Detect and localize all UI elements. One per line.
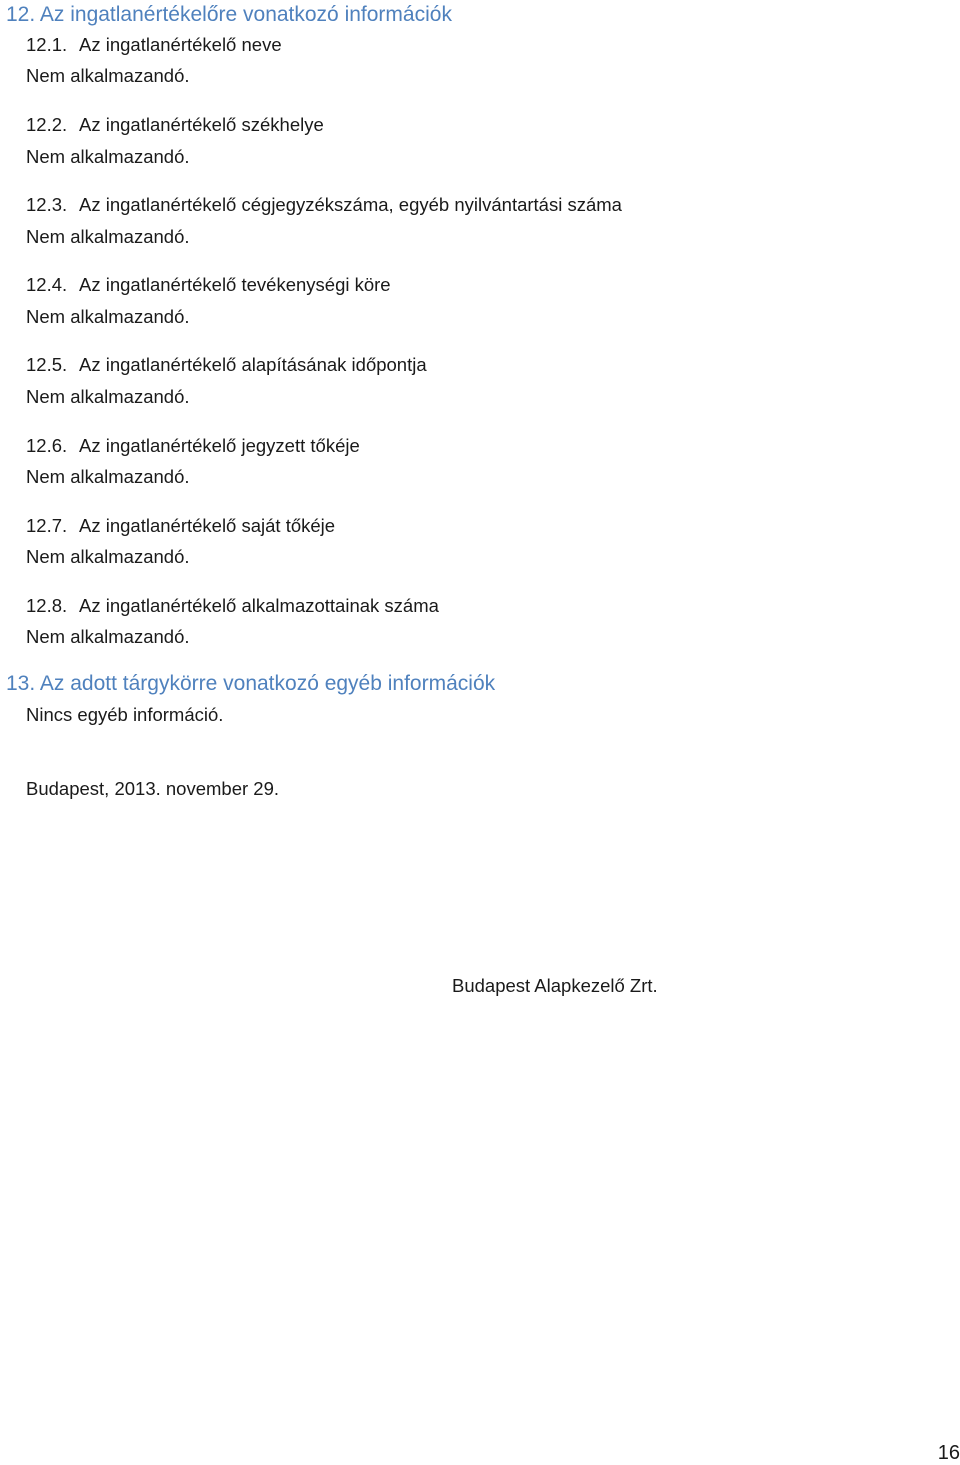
subsection-value: Nem alkalmazandó. [26,306,190,327]
subsection-title: Az ingatlanértékelő székhelye [79,114,324,135]
section-13-text: Nincs egyéb információ. [26,704,224,725]
place-and-date: Budapest, 2013. november 29. [26,778,280,799]
subsection-value: Nem alkalmazandó. [26,546,190,567]
subsection-number: 12.8. [26,595,68,616]
subsection-title: Az ingatlanértékelő cégjegyzékszáma, egyéb nyilvántartási száma [79,194,622,215]
subsection-heading [26,113,324,137]
subsection-heading [26,273,391,297]
section-12-heading [6,2,452,28]
subsection-value: Nem alkalmazandó. [26,386,190,407]
subsection-heading [26,33,282,57]
page-number: 16 [937,1442,960,1464]
subsection-heading [26,434,360,458]
subsection-heading [26,594,439,618]
subsection-title: Az ingatlanértékelő jegyzett tőkéje [79,435,360,456]
subsection-number: 12.3. [26,194,68,215]
subsection-heading [26,514,335,538]
subsection-number: 12.5. [26,354,68,375]
subsection-number: 12.4. [26,274,68,295]
subsection-value: Nem alkalmazandó. [26,146,190,167]
subsection-number: 12.1. [26,34,68,55]
subsection-title: Az ingatlanértékelő alapításának időpontja [79,354,427,375]
subsection-title: Az ingatlanértékelő alkalmazottainak száma [79,595,439,616]
section-13-heading [6,671,495,697]
subsection-title: Az ingatlanértékelő saját tőkéje [79,515,336,536]
subsection-title: Az ingatlanértékelő tevékenységi köre [79,274,391,295]
subsection-value: Nem alkalmazandó. [26,626,190,647]
section-12-number: 12. [6,3,36,26]
subsection-number: 12.6. [26,435,68,456]
subsection-title: Az ingatlanértékelő neve [79,34,282,55]
section-12-title: Az ingatlanértékelőre vonatkozó információk [39,3,452,26]
subsection-value: Nem alkalmazandó. [26,65,190,86]
subsection-value: Nem alkalmazandó. [26,466,190,487]
company-signature: Budapest Alapkezelő Zrt. [452,975,658,996]
subsection-number: 12.7. [26,515,68,536]
section-13-number: 13. [6,672,36,695]
subsection-number: 12.2. [26,114,68,135]
section-13-title: Az adott tárgykörre vonatkozó egyéb információk [39,672,496,695]
subsection-heading [26,193,622,217]
subsection-heading [26,353,427,377]
subsection-value: Nem alkalmazandó. [26,226,190,247]
